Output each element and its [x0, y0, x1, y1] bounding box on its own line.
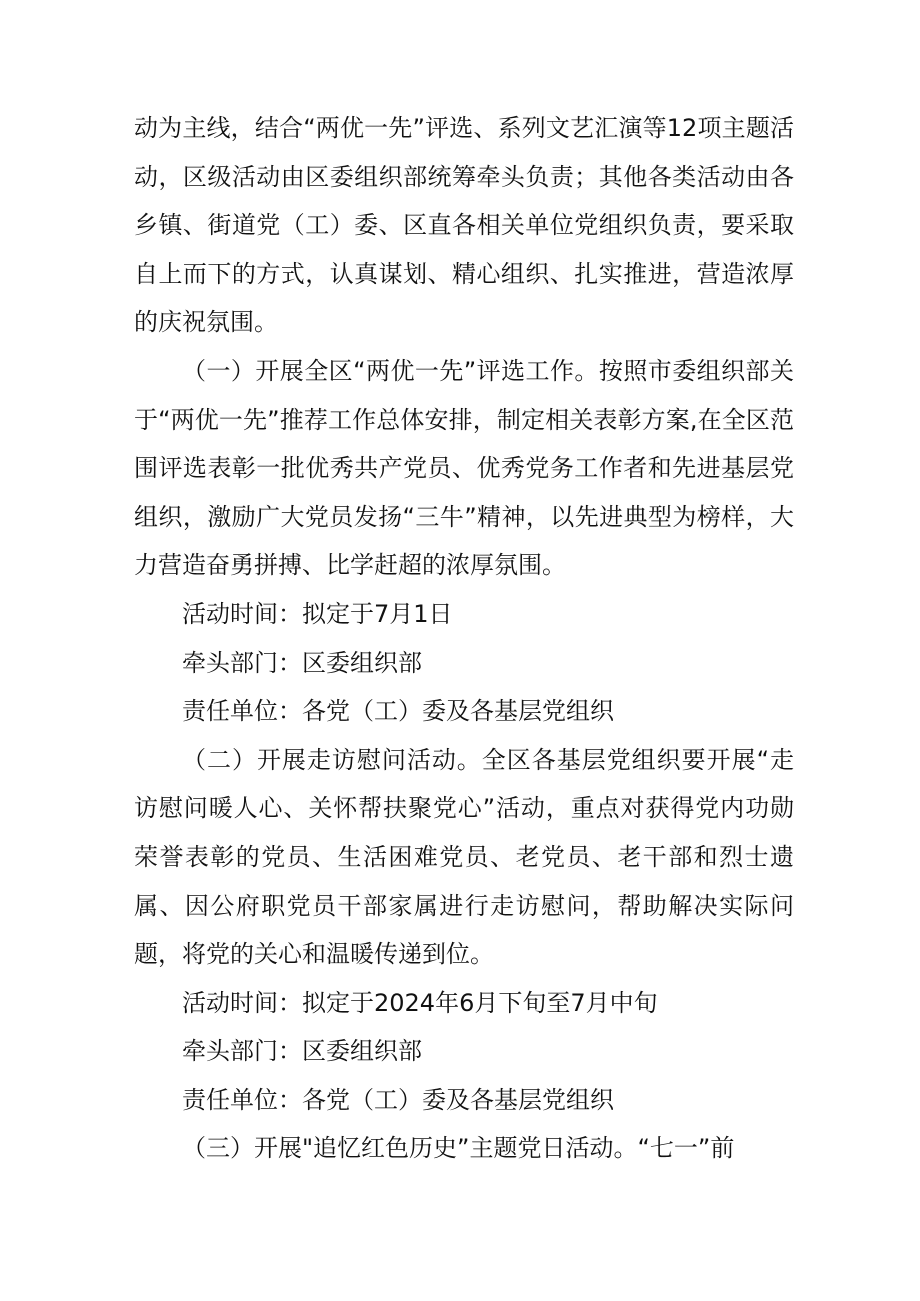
activity-time-1: 活动时间：拟定于7月1日 [182, 599, 453, 628]
responsible-unit-2: 责任单位：各党（工）委及各基层党组织 [182, 1085, 614, 1114]
lead-department-1: 牵头部门：区委组织部 [182, 648, 422, 677]
paragraph-section-2: （二）开展走访慰问活动。全区各基层党组织要开展“走访慰问暖人心、关怀帮扶聚党心”活动，重点对获得党内功勋荣誉表彰的党员、生活困难党员、老党员、老干部和烈士遗属、因公府职党员干部家属进行走访慰问，帮助解决实际问题，将党的关心和温暖传递到位。 [134, 745, 794, 969]
paragraph-section-3: （三）开展"追忆红色历史”主题党日活动。“七一”前 [182, 1134, 735, 1163]
paragraph-section-1: （一）开展全区“两优一先”评选工作。按照市委组织部关于“两优一先”推荐工作总体安排，制定相关表彰方案,在全区范围评选表彰一批优秀共产党员、优秀党务工作者和先进基层党组织，激励广大党员发扬“三牛”精神，以先进典型为榜样，大力营造奋勇拼搏、比学赶超的浓厚氛围。 [134, 356, 794, 580]
activity-time-2: 活动时间：拟定于2024年6月下旬至7月中旬 [182, 988, 658, 1017]
document-body [134, 104, 794, 1173]
paragraph-intro-continuation: 动为主线，结合“两优一先”评选、系列文艺汇演等12项主题活动，区级活动由区委组织部统筹牵头负责；其他各类活动由各乡镇、街道党（工）委、区直各相关单位党组织负责，要采取自上而下的方式，认真谋划、精心组织、扎实推进，营造浓厚的庆祝氛围。 [134, 114, 794, 337]
responsible-unit-1: 责任单位：各党（工）委及各基层党组织 [182, 697, 614, 726]
lead-department-2: 牵头部门：区委组织部 [182, 1037, 422, 1066]
